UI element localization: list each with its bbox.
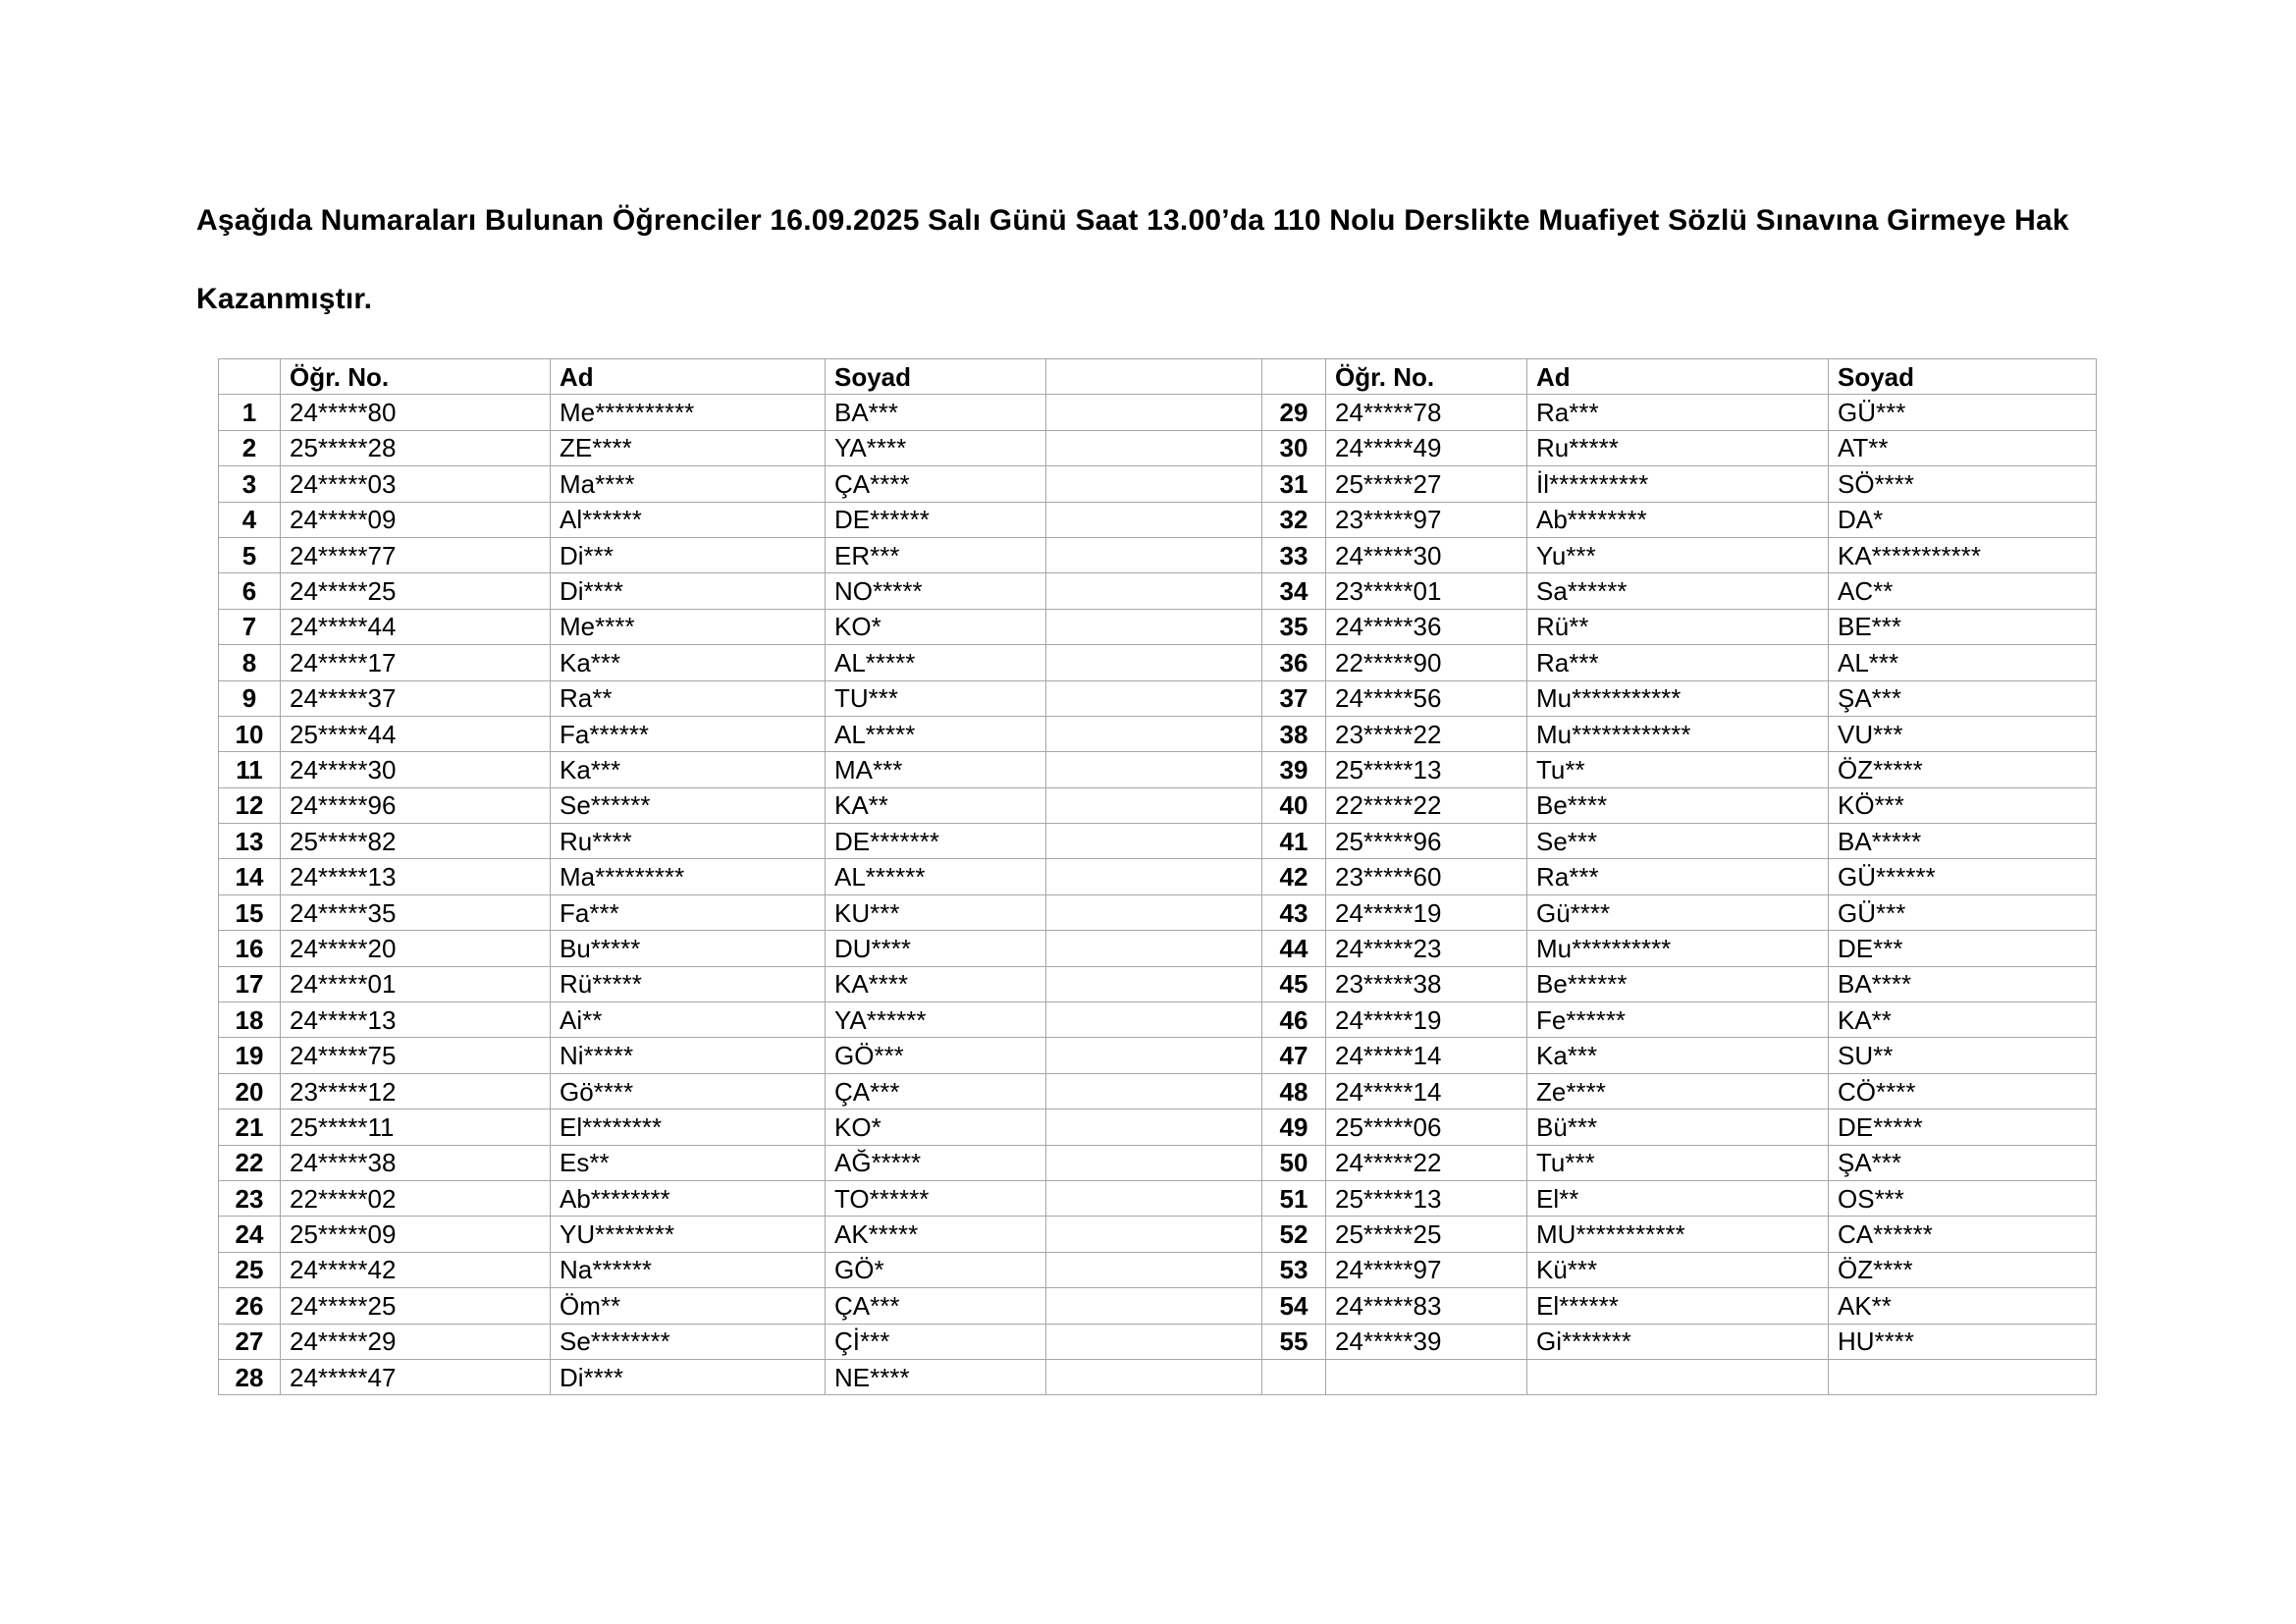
ad-cell: Ru**** [551, 824, 826, 859]
ogr-no-cell: 24*****80 [281, 395, 551, 430]
row-number: 20 [219, 1073, 281, 1109]
row-number: 3 [219, 466, 281, 502]
ad-cell: Di**** [551, 1359, 826, 1394]
ad-cell: Rü***** [551, 966, 826, 1001]
ogr-no-cell: 25*****13 [1326, 1180, 1527, 1216]
soyad-cell: BA**** [1829, 966, 2097, 1001]
table-row [219, 1073, 2097, 1109]
ogr-no-cell: 24*****36 [1326, 609, 1527, 644]
soyad-cell: ER*** [826, 537, 1046, 572]
right-soyad-header: Soyad [1829, 359, 2097, 395]
ogr-no-cell: 25*****13 [1326, 752, 1527, 787]
row-number: 9 [219, 680, 281, 716]
ogr-no-cell: 24*****30 [1326, 537, 1527, 572]
soyad-cell: YA****** [826, 1002, 1046, 1038]
row-number: 17 [219, 966, 281, 1001]
soyad-cell [1829, 1359, 2097, 1394]
soyad-cell: CA****** [1829, 1217, 2097, 1252]
spacer-cell [1046, 537, 1262, 572]
ogr-no-cell: 23*****01 [1326, 573, 1527, 609]
row-number: 5 [219, 537, 281, 572]
spacer-cell [1046, 430, 1262, 465]
table-header-row [219, 359, 2097, 395]
left-number-header [219, 359, 281, 395]
spacer-cell [1046, 1145, 1262, 1180]
table-row [219, 573, 2097, 609]
soyad-cell: CÖ**** [1829, 1073, 2097, 1109]
left-ad-header: Ad [551, 359, 826, 395]
soyad-cell: AL***** [826, 645, 1046, 680]
soyad-cell: HU**** [1829, 1324, 2097, 1359]
soyad-cell: KO* [826, 609, 1046, 644]
soyad-cell: KA** [1829, 1002, 2097, 1038]
ad-cell: El******** [551, 1110, 826, 1145]
ogr-no-cell [1326, 1359, 1527, 1394]
ad-cell: Gü**** [1527, 894, 1829, 930]
soyad-cell: VU*** [1829, 716, 2097, 751]
ogr-no-cell: 24*****20 [281, 931, 551, 966]
row-number: 8 [219, 645, 281, 680]
soyad-cell: AK** [1829, 1288, 2097, 1324]
ad-cell: MU*********** [1527, 1217, 1829, 1252]
row-number: 54 [1262, 1288, 1326, 1324]
ad-cell: Ab******** [1527, 502, 1829, 537]
ad-cell: Sa****** [1527, 573, 1829, 609]
spacer-cell [1046, 395, 1262, 430]
soyad-cell: AL*** [1829, 645, 2097, 680]
right-number-header [1262, 359, 1326, 395]
soyad-cell: KA** [826, 787, 1046, 823]
ogr-no-cell: 24*****96 [281, 787, 551, 823]
table-row [219, 716, 2097, 751]
right-ad-header: Ad [1527, 359, 1829, 395]
row-number: 36 [1262, 645, 1326, 680]
ad-cell: Ab******** [551, 1180, 826, 1216]
ogr-no-cell: 24*****78 [1326, 395, 1527, 430]
ogr-no-cell: 25*****82 [281, 824, 551, 859]
table-row [219, 1288, 2097, 1324]
ogr-no-cell: 24*****47 [281, 1359, 551, 1394]
spacer-cell [1046, 573, 1262, 609]
ad-cell: Na****** [551, 1252, 826, 1287]
row-number: 2 [219, 430, 281, 465]
soyad-cell: AĞ***** [826, 1145, 1046, 1180]
soyad-cell: DU**** [826, 931, 1046, 966]
row-number: 38 [1262, 716, 1326, 751]
row-number: 16 [219, 931, 281, 966]
soyad-cell: GÜ*** [1829, 894, 2097, 930]
spacer-cell [1046, 931, 1262, 966]
soyad-cell: KA**** [826, 966, 1046, 1001]
table-row [219, 1324, 2097, 1359]
soyad-cell: YA**** [826, 430, 1046, 465]
row-number: 21 [219, 1110, 281, 1145]
row-number: 14 [219, 859, 281, 894]
ogr-no-cell: 23*****60 [1326, 859, 1527, 894]
soyad-cell: ÇA*** [826, 1288, 1046, 1324]
table-row [219, 1002, 2097, 1038]
table-row [219, 537, 2097, 572]
row-number: 25 [219, 1252, 281, 1287]
ogr-no-cell: 24*****22 [1326, 1145, 1527, 1180]
ad-cell: Ka*** [1527, 1038, 1829, 1073]
ogr-no-cell: 24*****56 [1326, 680, 1527, 716]
spacer-cell [1046, 752, 1262, 787]
row-number: 51 [1262, 1180, 1326, 1216]
spacer-cell [1046, 645, 1262, 680]
row-number: 23 [219, 1180, 281, 1216]
row-number: 44 [1262, 931, 1326, 966]
spacer-cell [1046, 716, 1262, 751]
soyad-cell: KA*********** [1829, 537, 2097, 572]
spacer-cell [1046, 1002, 1262, 1038]
ogr-no-cell: 24*****83 [1326, 1288, 1527, 1324]
soyad-cell: AK***** [826, 1217, 1046, 1252]
soyad-cell: ÇA**** [826, 466, 1046, 502]
table-row [219, 1252, 2097, 1287]
ogr-no-cell: 25*****09 [281, 1217, 551, 1252]
ogr-no-cell: 25*****25 [1326, 1217, 1527, 1252]
ad-cell: Rü** [1527, 609, 1829, 644]
soyad-cell: GÜ****** [1829, 859, 2097, 894]
row-number: 48 [1262, 1073, 1326, 1109]
ad-cell: Fa*** [551, 894, 826, 930]
ogr-no-cell: 23*****12 [281, 1073, 551, 1109]
row-number: 12 [219, 787, 281, 823]
ogr-no-cell: 24*****13 [281, 1002, 551, 1038]
ogr-no-cell: 24*****14 [1326, 1038, 1527, 1073]
spacer-cell [1046, 894, 1262, 930]
ogr-no-cell: 23*****38 [1326, 966, 1527, 1001]
spacer-cell [1046, 1038, 1262, 1073]
ad-cell: Ra*** [1527, 645, 1829, 680]
ad-cell: Se****** [551, 787, 826, 823]
soyad-cell: DE*** [1829, 931, 2097, 966]
row-number: 32 [1262, 502, 1326, 537]
row-number: 28 [219, 1359, 281, 1394]
spacer-cell [1046, 609, 1262, 644]
spacer-cell [1046, 502, 1262, 537]
ogr-no-cell: 24*****23 [1326, 931, 1527, 966]
spacer-cell [1046, 1288, 1262, 1324]
row-number: 45 [1262, 966, 1326, 1001]
table-row [219, 430, 2097, 465]
soyad-cell: ÖZ**** [1829, 1252, 2097, 1287]
ogr-no-cell: 25*****06 [1326, 1110, 1527, 1145]
table-row [219, 752, 2097, 787]
row-number: 24 [219, 1217, 281, 1252]
ogr-no-cell: 24*****97 [1326, 1252, 1527, 1287]
ad-cell: Kü*** [1527, 1252, 1829, 1287]
left-ogr-no-header: Öğr. No. [281, 359, 551, 395]
ad-cell: Mu*********** [1527, 680, 1829, 716]
table-row [219, 1145, 2097, 1180]
row-number: 19 [219, 1038, 281, 1073]
ogr-no-cell: 24*****77 [281, 537, 551, 572]
row-number: 43 [1262, 894, 1326, 930]
spacer-cell [1046, 824, 1262, 859]
soyad-cell: GÜ*** [1829, 395, 2097, 430]
spacer-cell [1046, 1110, 1262, 1145]
row-number: 31 [1262, 466, 1326, 502]
row-number: 52 [1262, 1217, 1326, 1252]
ogr-no-cell: 24*****30 [281, 752, 551, 787]
ad-cell: Me**** [551, 609, 826, 644]
ad-cell: Tu** [1527, 752, 1829, 787]
ogr-no-cell: 25*****27 [1326, 466, 1527, 502]
ad-cell: Ra** [551, 680, 826, 716]
spacer-cell [1046, 466, 1262, 502]
right-ogr-no-header: Öğr. No. [1326, 359, 1527, 395]
row-number: 41 [1262, 824, 1326, 859]
soyad-cell: MA*** [826, 752, 1046, 787]
ogr-no-cell: 24*****13 [281, 859, 551, 894]
soyad-cell: BE*** [1829, 609, 2097, 644]
soyad-cell: DE***** [1829, 1110, 2097, 1145]
soyad-cell: SÖ**** [1829, 466, 2097, 502]
ad-cell: Al****** [551, 502, 826, 537]
row-number: 4 [219, 502, 281, 537]
table-row [219, 1359, 2097, 1394]
soyad-cell: GÖ* [826, 1252, 1046, 1287]
ogr-no-cell: 24*****03 [281, 466, 551, 502]
ad-cell: Bu***** [551, 931, 826, 966]
soyad-cell: AL****** [826, 859, 1046, 894]
ad-cell: Gi******* [1527, 1324, 1829, 1359]
soyad-cell: KU*** [826, 894, 1046, 930]
ogr-no-cell: 24*****75 [281, 1038, 551, 1073]
ad-cell: Se*** [1527, 824, 1829, 859]
row-number: 39 [1262, 752, 1326, 787]
row-number: 18 [219, 1002, 281, 1038]
row-number: 53 [1262, 1252, 1326, 1287]
row-number: 29 [1262, 395, 1326, 430]
table-row [219, 395, 2097, 430]
table-row [219, 680, 2097, 716]
ad-cell: Yu*** [1527, 537, 1829, 572]
row-number: 47 [1262, 1038, 1326, 1073]
soyad-cell: OS*** [1829, 1180, 2097, 1216]
soyad-cell: KÖ*** [1829, 787, 2097, 823]
row-number: 30 [1262, 430, 1326, 465]
ad-cell: Ni***** [551, 1038, 826, 1073]
ogr-no-cell: 24*****44 [281, 609, 551, 644]
soyad-cell: AC** [1829, 573, 2097, 609]
ad-cell: Fe****** [1527, 1002, 1829, 1038]
ad-cell: Mu********** [1527, 931, 1829, 966]
row-number: 26 [219, 1288, 281, 1324]
left-soyad-header: Soyad [826, 359, 1046, 395]
row-number: 22 [219, 1145, 281, 1180]
spacer-header-cell [1046, 359, 1262, 395]
soyad-cell: TU*** [826, 680, 1046, 716]
spacer-cell [1046, 966, 1262, 1001]
table-row [219, 824, 2097, 859]
row-number: 55 [1262, 1324, 1326, 1359]
row-number: 35 [1262, 609, 1326, 644]
spacer-cell [1046, 787, 1262, 823]
ogr-no-cell: 24*****19 [1326, 894, 1527, 930]
soyad-cell: Çİ*** [826, 1324, 1046, 1359]
soyad-cell: BA*** [826, 395, 1046, 430]
row-number: 50 [1262, 1145, 1326, 1180]
row-number: 11 [219, 752, 281, 787]
ad-cell: Ma**** [551, 466, 826, 502]
spacer-cell [1046, 1180, 1262, 1216]
row-number: 10 [219, 716, 281, 751]
table-row [219, 859, 2097, 894]
soyad-cell: ŞA*** [1829, 1145, 2097, 1180]
soyad-cell: DE****** [826, 502, 1046, 537]
table-row [219, 894, 2097, 930]
ogr-no-cell: 22*****90 [1326, 645, 1527, 680]
ogr-no-cell: 24*****09 [281, 502, 551, 537]
soyad-cell: ÇA*** [826, 1073, 1046, 1109]
ad-cell: ZE**** [551, 430, 826, 465]
ad-cell: Bü*** [1527, 1110, 1829, 1145]
ad-cell: İl********** [1527, 466, 1829, 502]
ad-cell: Ze**** [1527, 1073, 1829, 1109]
ad-cell: Mu************ [1527, 716, 1829, 751]
row-number [1262, 1359, 1326, 1394]
ogr-no-cell: 22*****22 [1326, 787, 1527, 823]
table-row [219, 1038, 2097, 1073]
ogr-no-cell: 25*****44 [281, 716, 551, 751]
row-number: 37 [1262, 680, 1326, 716]
row-number: 46 [1262, 1002, 1326, 1038]
table-body [219, 395, 2097, 1395]
ad-cell: Di*** [551, 537, 826, 572]
row-number: 49 [1262, 1110, 1326, 1145]
table-row [219, 1180, 2097, 1216]
spacer-cell [1046, 1324, 1262, 1359]
ogr-no-cell: 25*****28 [281, 430, 551, 465]
table-row [219, 502, 2097, 537]
ogr-no-cell: 24*****29 [281, 1324, 551, 1359]
soyad-cell: NE**** [826, 1359, 1046, 1394]
ad-cell: Öm** [551, 1288, 826, 1324]
spacer-cell [1046, 1217, 1262, 1252]
table-row [219, 645, 2097, 680]
ogr-no-cell: 24*****19 [1326, 1002, 1527, 1038]
spacer-cell [1046, 859, 1262, 894]
soyad-cell: DE******* [826, 824, 1046, 859]
ogr-no-cell: 25*****11 [281, 1110, 551, 1145]
document-title: Aşağıda Numaraları Bulunan Öğrenciler 16.09.2025 Salı Günü Saat 13.00’da 110 Nolu Derslikte Muafiyet Sözlü Sınavına Girmeye Hak Kazanmıştır. [196, 204, 2069, 315]
ad-cell: Ai** [551, 1002, 826, 1038]
soyad-cell: SU** [1829, 1038, 2097, 1073]
ogr-no-cell: 24*****01 [281, 966, 551, 1001]
ad-cell: Fa****** [551, 716, 826, 751]
ogr-no-cell: 24*****38 [281, 1145, 551, 1180]
row-number: 6 [219, 573, 281, 609]
table-row [219, 966, 2097, 1001]
ogr-no-cell: 24*****37 [281, 680, 551, 716]
ogr-no-cell: 25*****96 [1326, 824, 1527, 859]
ogr-no-cell: 22*****02 [281, 1180, 551, 1216]
ogr-no-cell: 24*****14 [1326, 1073, 1527, 1109]
soyad-cell: NO***** [826, 573, 1046, 609]
ogr-no-cell: 24*****25 [281, 573, 551, 609]
table-row [219, 1110, 2097, 1145]
ad-cell: Ra*** [1527, 859, 1829, 894]
row-number: 40 [1262, 787, 1326, 823]
ad-cell [1527, 1359, 1829, 1394]
ad-cell: Es** [551, 1145, 826, 1180]
ad-cell: Be**** [1527, 787, 1829, 823]
ogr-no-cell: 23*****97 [1326, 502, 1527, 537]
ogr-no-cell: 24*****25 [281, 1288, 551, 1324]
ad-cell: El****** [1527, 1288, 1829, 1324]
spacer-cell [1046, 1359, 1262, 1394]
ogr-no-cell: 24*****42 [281, 1252, 551, 1287]
ad-cell: Gö**** [551, 1073, 826, 1109]
spacer-cell [1046, 1252, 1262, 1287]
soyad-cell: ŞA*** [1829, 680, 2097, 716]
table-row [219, 787, 2097, 823]
soyad-cell: ÖZ***** [1829, 752, 2097, 787]
row-number: 33 [1262, 537, 1326, 572]
row-number: 42 [1262, 859, 1326, 894]
ogr-no-cell: 24*****17 [281, 645, 551, 680]
ad-cell: Di**** [551, 573, 826, 609]
ad-cell: Ma********* [551, 859, 826, 894]
soyad-cell: BA***** [1829, 824, 2097, 859]
ad-cell: Me********** [551, 395, 826, 430]
ad-cell: Ru***** [1527, 430, 1829, 465]
ad-cell: YU******** [551, 1217, 826, 1252]
ogr-no-cell: 24*****35 [281, 894, 551, 930]
ad-cell: Ka*** [551, 752, 826, 787]
soyad-cell: AT** [1829, 430, 2097, 465]
row-number: 27 [219, 1324, 281, 1359]
ogr-no-cell: 23*****22 [1326, 716, 1527, 751]
table-row [219, 609, 2097, 644]
ad-cell: Be****** [1527, 966, 1829, 1001]
soyad-cell: AL***** [826, 716, 1046, 751]
ogr-no-cell: 24*****39 [1326, 1324, 1527, 1359]
ad-cell: El** [1527, 1180, 1829, 1216]
soyad-cell: TO****** [826, 1180, 1046, 1216]
student-exam-table [218, 358, 2097, 1395]
table-row [219, 466, 2097, 502]
ogr-no-cell: 24*****49 [1326, 430, 1527, 465]
spacer-cell [1046, 1073, 1262, 1109]
row-number: 1 [219, 395, 281, 430]
row-number: 7 [219, 609, 281, 644]
ad-cell: Tu*** [1527, 1145, 1829, 1180]
table-row [219, 931, 2097, 966]
ad-cell: Se******** [551, 1324, 826, 1359]
table-row [219, 1217, 2097, 1252]
soyad-cell: KO* [826, 1110, 1046, 1145]
ad-cell: Ra*** [1527, 395, 1829, 430]
row-number: 15 [219, 894, 281, 930]
row-number: 13 [219, 824, 281, 859]
soyad-cell: GÖ*** [826, 1038, 1046, 1073]
soyad-cell: DA* [1829, 502, 2097, 537]
spacer-cell [1046, 680, 1262, 716]
ad-cell: Ka*** [551, 645, 826, 680]
row-number: 34 [1262, 573, 1326, 609]
